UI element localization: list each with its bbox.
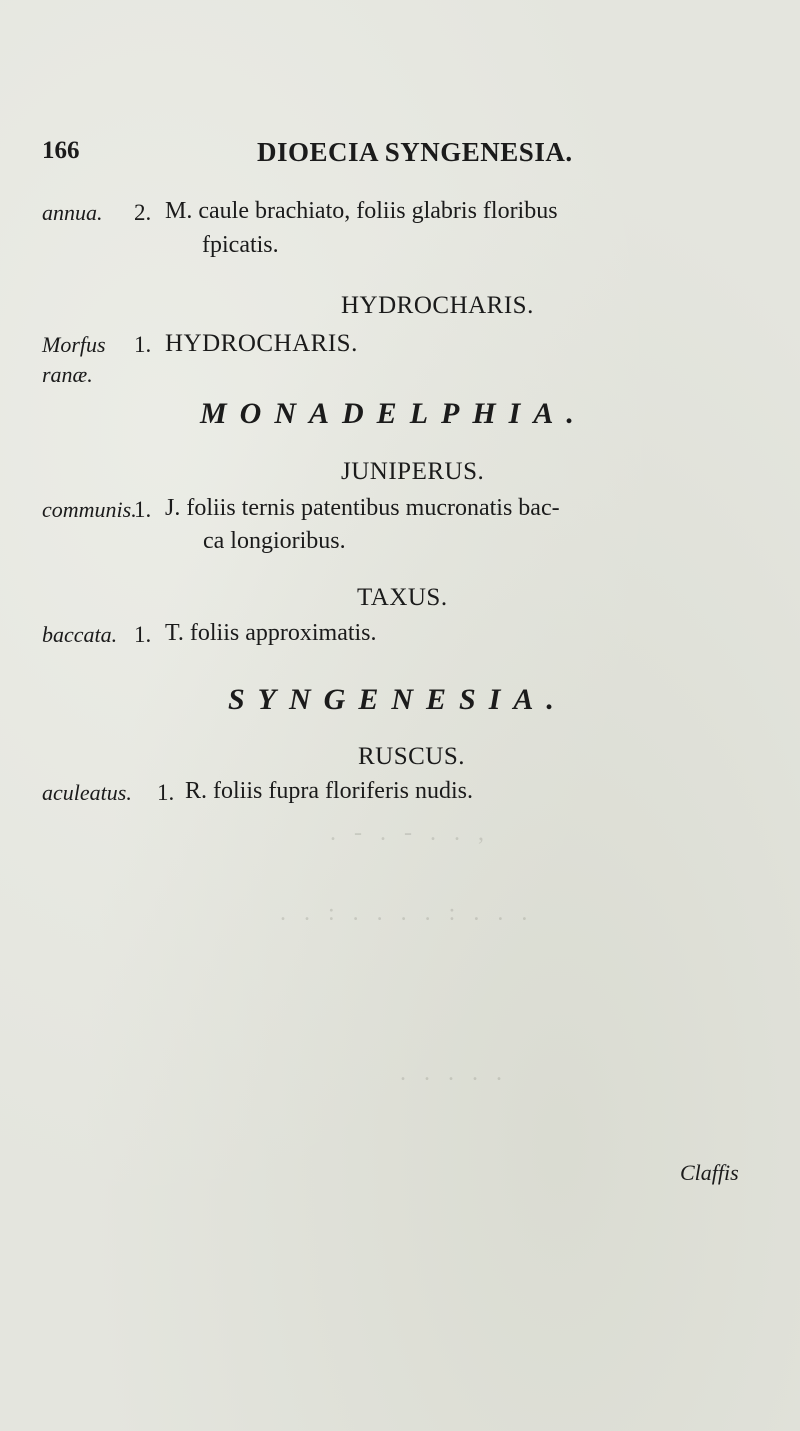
entry-number-hydrocharis: 1.: [134, 332, 152, 357]
margin-label-communis: communis.: [42, 497, 137, 522]
entry-number-taxus: 1.: [134, 622, 152, 647]
entry-text-annua-line1: M. caule brachiato, foliis glabris floribus: [165, 198, 558, 224]
show-through-texture: . . . . .: [400, 1060, 508, 1086]
show-through-texture: . - . - . . ,: [330, 820, 490, 846]
entry-number-annua: 2.: [134, 200, 152, 225]
entry-text-taxus: T. foliis approximatis.: [165, 620, 377, 646]
entry-text-juniperus-line1: J. foliis ternis patentibus mucronatis bac-: [165, 495, 560, 521]
genus-heading-ruscus: RUSCUS.: [358, 743, 466, 770]
order-title-syngenesia: SYNGENESIA.: [228, 683, 567, 716]
margin-label-morfus: Morfus: [42, 332, 106, 357]
genus-heading-taxus: TAXUS.: [357, 584, 448, 611]
running-head: DIOECIA SYNGENESIA.: [257, 137, 573, 167]
entry-text-annua-line2: fpicatis.: [202, 232, 279, 258]
margin-label-aculeatus: aculeatus.: [42, 780, 132, 805]
entry-text-hydrocharis: HYDROCHARIS.: [165, 330, 358, 357]
margin-label-baccata: baccata.: [42, 622, 118, 647]
entry-text-juniperus-line2: ca longioribus.: [203, 528, 346, 554]
order-title-monadelphia: MONADELPHIA.: [200, 397, 587, 430]
show-through-texture: . . : . . . . : . . .: [280, 900, 534, 926]
entry-text-ruscus: R. foliis fupra floriferis nudis.: [185, 778, 473, 804]
catchword: Claffis: [680, 1160, 739, 1185]
entry-number-juniperus: 1.: [134, 497, 152, 522]
page-number: 166: [42, 137, 80, 164]
entry-number-ruscus: 1.: [157, 780, 175, 805]
genus-heading-juniperus: JUNIPERUS.: [341, 458, 485, 485]
genus-heading-hydrocharis: HYDROCHARIS.: [341, 292, 534, 319]
margin-label-ranae: ranæ.: [42, 362, 93, 387]
margin-label-annua: annua.: [42, 200, 103, 225]
